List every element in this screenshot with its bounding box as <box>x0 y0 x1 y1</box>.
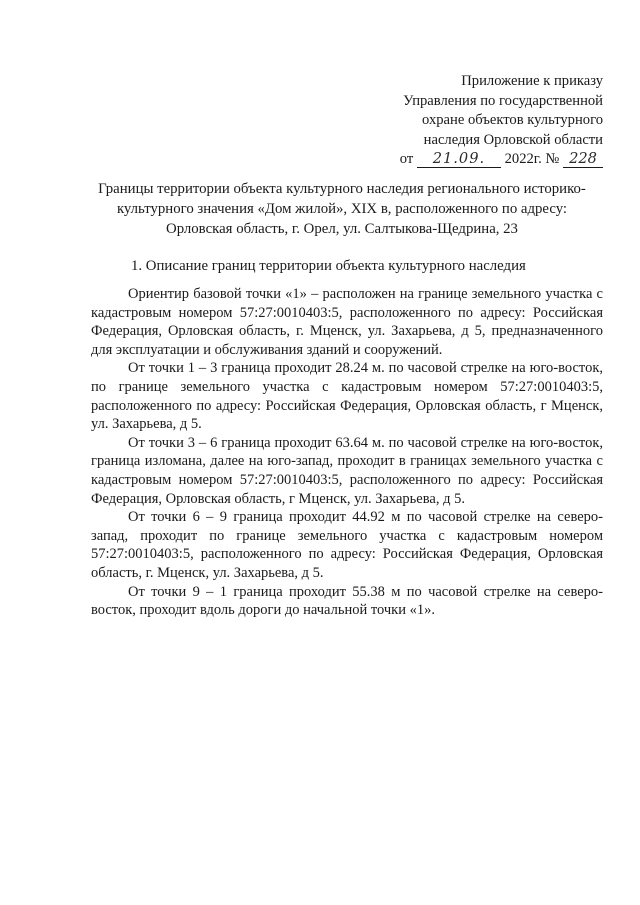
boundary-description <box>91 285 603 620</box>
paragraph-points-1-3: От точки 1 – 3 граница проходит 28.24 м. по часовой стрелке на юго-восток, по границе земельного участка с кадастровым номером 57:27:0010403:5, расположенного по адресу: Российская Федерация, Орловская область, г Мценск, ул. Захарьева, д 5. <box>91 360 603 433</box>
document-title <box>68 180 616 239</box>
order-date-number-line <box>400 150 603 170</box>
title-line-1: Границы территории объекта культурного наследия регионального историко- <box>98 181 586 197</box>
paragraph-base-point: Ориентир базовой точки «1» – расположен на границе земельного участка с кадастровым номером 57:27:0010403:5, расположенного по адресу: Российская Федерация, Орловская область, г. Мценск, ул. Захарьева, д 5, предназначенного для эксплуатации и обслуживания зданий и сооружений. <box>91 286 603 358</box>
handwritten-date: 21.09. <box>417 150 501 168</box>
handwritten-order-number: 228 <box>563 150 603 168</box>
paragraph-points-3-6: От точки 3 – 6 граница проходит 63.64 м. по часовой стрелке на юго-восток, граница изломана, далее на юго-запад, проходит в границах земельного участка с кадастровым номером 57:27:0010403:5, расположенного по адресу: Российская Федерация, Орловская область, г Мценск, ул. Захарьева, д 5. <box>91 434 603 507</box>
appendix-line-3: охране объектов культурного <box>422 112 603 128</box>
appendix-line-4: наследия Орловской области <box>423 131 603 148</box>
appendix-header <box>400 72 603 170</box>
section-heading: 1. Описание границ территории объекта культурного наследия <box>131 258 526 274</box>
year-label: 2022г. № <box>504 151 560 167</box>
paragraph-points-6-9: От точки 6 – 9 граница проходит 44.92 м по часовой стрелке на северо-запад, проходит по границе земельного участка с кадастровым номером 57:27:0010403:5, расположенного по адресу: Российская Федерация, Орловская область, г. Мценск, ул. Захарьева, д 5. <box>91 509 603 581</box>
paragraph-points-9-1: От точки 9 – 1 граница проходит 55.38 м по часовой стрелке на северо-восток, проходит вдоль дороги до начальной точки «1». <box>91 583 603 619</box>
appendix-line-1: Приложение к приказу <box>461 73 603 89</box>
from-label: от <box>399 151 414 167</box>
title-line-2: культурного значения «Дом жилой», XIX в, расположенного по адресу: <box>116 200 568 217</box>
appendix-line-2: Управления по государственной <box>403 92 603 109</box>
title-line-3: Орловская область, г. Орел, ул. Салтыкова-Щедрина, 23 <box>166 220 518 237</box>
